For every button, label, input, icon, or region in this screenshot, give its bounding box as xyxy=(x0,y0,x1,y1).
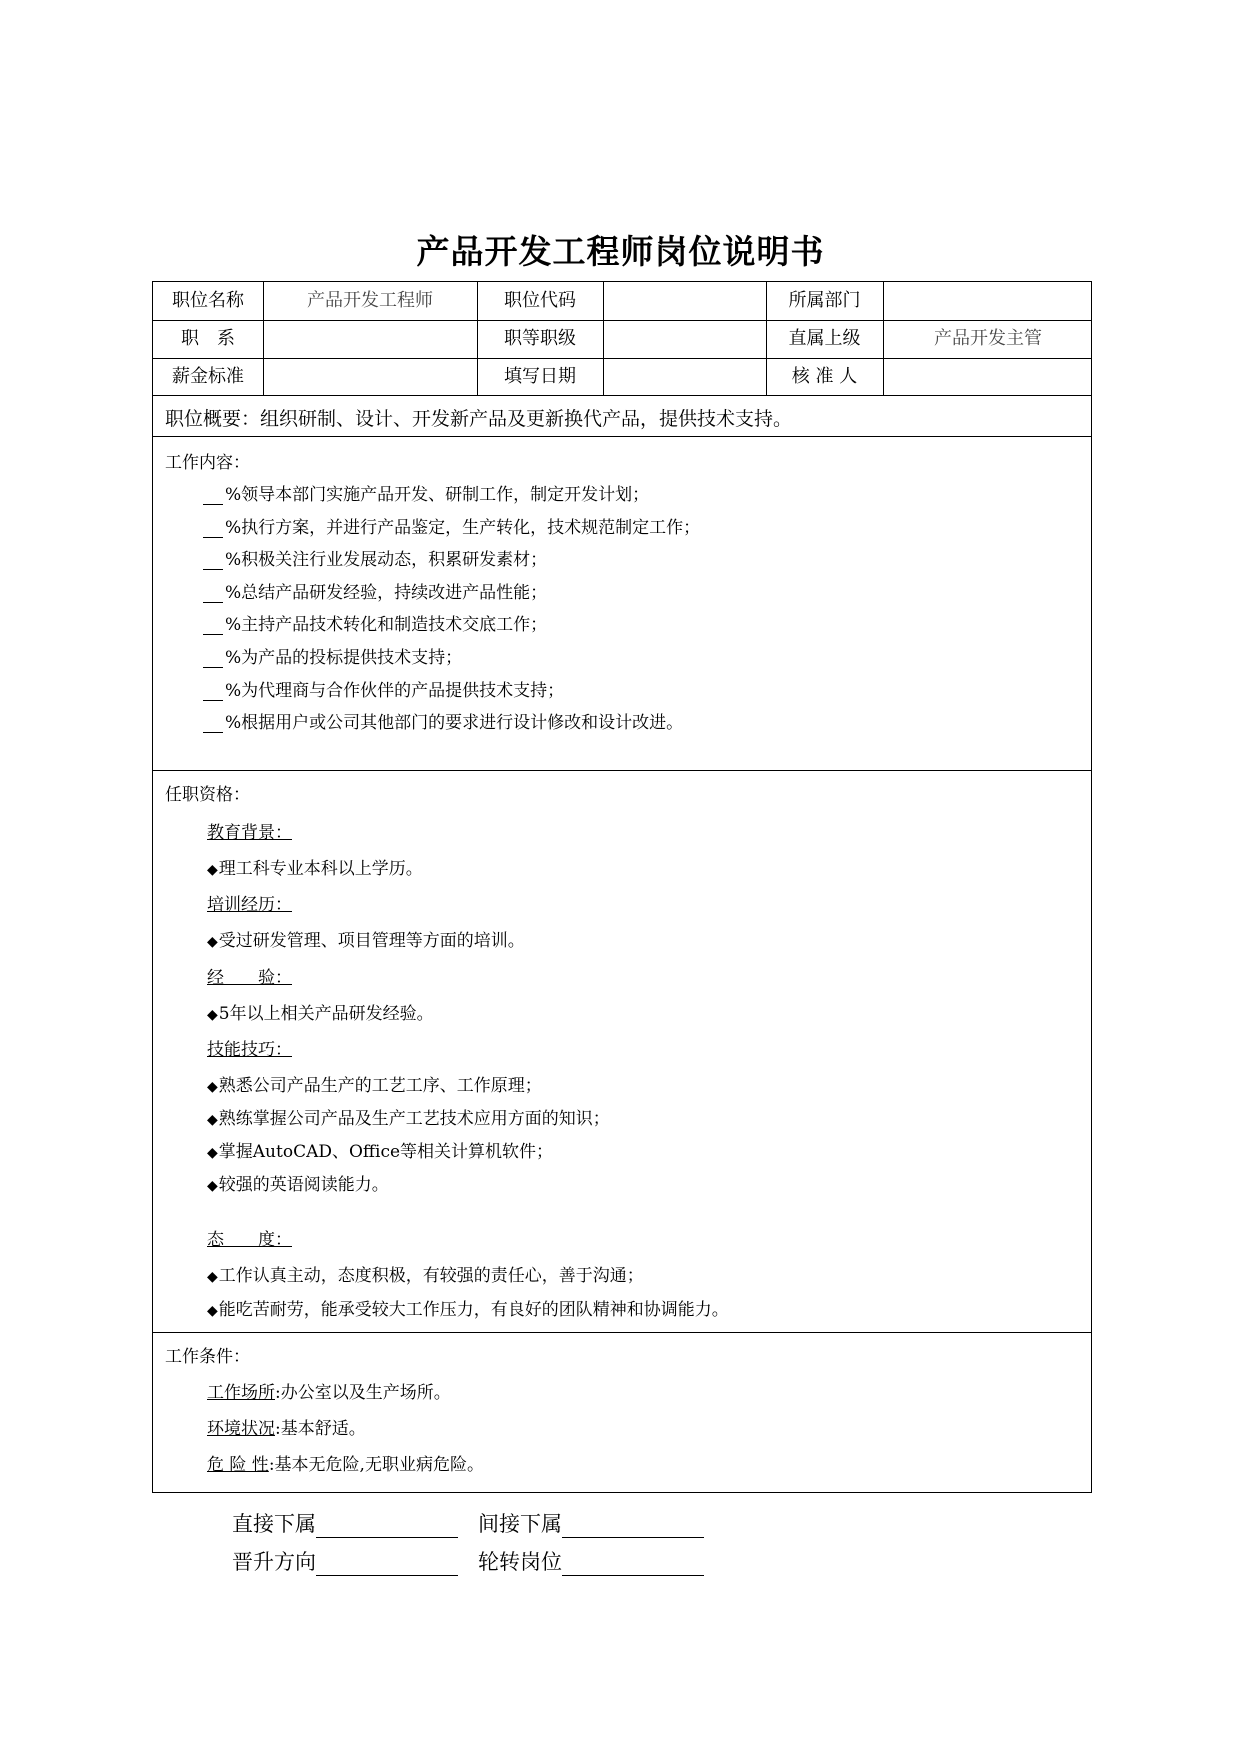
list-item: %主持产品技术转化和制造技术交底工作； xyxy=(203,610,547,635)
environment-label: 环境状况 xyxy=(207,1419,275,1439)
indirect-subordinate-field: 间接下属 xyxy=(478,1508,704,1538)
job-description-table xyxy=(152,281,1092,1493)
value-fill-date xyxy=(603,358,766,396)
value-position-code xyxy=(603,282,766,320)
risk-label: 危 险 性 xyxy=(207,1455,269,1475)
label-position-name: 职位名称 xyxy=(172,290,244,311)
list-item: ◆较强的英语阅读能力。 xyxy=(207,1175,389,1195)
fill-in-blank xyxy=(203,650,223,668)
list-item: %总结产品研发经验，持续改进产品性能； xyxy=(203,578,547,603)
label-supervisor: 直属上级 xyxy=(788,328,861,349)
direct-subordinate-field: 直接下属 xyxy=(232,1508,458,1538)
risk-value: :基本无危险,无职业病危险。 xyxy=(268,1455,484,1475)
overview-label: 职位概要 xyxy=(165,408,242,430)
label-position-code: 职位代码 xyxy=(504,290,576,311)
blank-line xyxy=(316,1555,458,1576)
blank-line xyxy=(562,1517,704,1538)
label-grade: 职等职级 xyxy=(504,328,576,349)
fill-in-blank xyxy=(203,552,223,570)
diamond-bullet-icon: ◆ xyxy=(207,1079,218,1095)
list-item: ◆熟练掌握公司产品及生产工艺技术应用方面的知识； xyxy=(207,1109,610,1129)
conditions-heading: 工作条件： xyxy=(165,1347,250,1367)
diamond-bullet-icon: ◆ xyxy=(207,1112,218,1128)
label-fill-date: 填写日期 xyxy=(504,366,576,387)
diamond-bullet-icon: ◆ xyxy=(207,1269,218,1285)
list-item: %执行方案，并进行产品鉴定，生产转化，技术规范制定工作； xyxy=(203,513,700,538)
fill-in-blank xyxy=(203,520,223,538)
value-department xyxy=(883,282,1093,320)
environment-value: :基本舒适。 xyxy=(275,1419,366,1439)
divider xyxy=(153,436,1091,437)
work-content-heading: 工作内容： xyxy=(165,453,250,473)
workplace-row xyxy=(207,1378,451,1403)
list-item: ◆5年以上相关产品研发经验。 xyxy=(207,1004,434,1024)
page-title: 产品开发工程师岗位说明书 xyxy=(416,232,825,271)
promotion-field: 晋升方向 xyxy=(232,1546,458,1576)
diamond-bullet-icon: ◆ xyxy=(207,862,218,878)
blank-line xyxy=(562,1555,704,1576)
value-approver xyxy=(883,358,1093,396)
diamond-bullet-icon: ◆ xyxy=(207,1145,218,1161)
list-item: %积极关注行业发展动态，积累研发素材； xyxy=(203,545,547,570)
list-item: %为产品的投标提供技术支持； xyxy=(203,643,462,668)
label-department: 所属部门 xyxy=(788,290,861,311)
list-item: ◆理工科专业本科以上学历。 xyxy=(207,859,423,879)
qualifications-heading: 任职资格： xyxy=(165,785,250,805)
label-approver: 核 准 人 xyxy=(791,366,858,387)
list-item: ◆掌握AutoCAD、Office等相关计算机软件； xyxy=(207,1142,554,1162)
fill-in-blank xyxy=(203,487,223,505)
list-item: ◆能吃苦耐劳，能承受较大工作压力，有良好的团队精神和协调能力。 xyxy=(207,1300,729,1320)
list-item: %为代理商与合作伙伴的产品提供技术支持； xyxy=(203,676,564,701)
divider xyxy=(153,770,1091,771)
fill-in-blank xyxy=(203,715,223,733)
environment-row xyxy=(207,1414,366,1439)
training-label: 培训经历： xyxy=(207,895,292,915)
experience-label: 经 验： xyxy=(207,968,292,988)
value-job-family xyxy=(263,320,477,358)
value-grade xyxy=(603,320,766,358)
list-item: %根据用户或公司其他部门的要求进行设计修改和设计改进。 xyxy=(203,708,683,733)
fill-in-blank xyxy=(203,617,223,635)
blank-line xyxy=(316,1517,458,1538)
overview-text: ：组织研制、设计、开发新产品及更新换代产品，提供技术支持。 xyxy=(241,408,793,430)
divider xyxy=(153,1332,1091,1333)
diamond-bullet-icon: ◆ xyxy=(207,1303,218,1319)
skills-label: 技能技巧： xyxy=(207,1040,292,1060)
value-supervisor: 产品开发主管 xyxy=(934,328,1042,349)
label-job-family: 职 系 xyxy=(181,328,235,349)
diamond-bullet-icon: ◆ xyxy=(207,1178,218,1194)
fill-in-blank xyxy=(203,585,223,603)
list-item: ◆受过研发管理、项目管理等方面的培训。 xyxy=(207,931,525,951)
diamond-bullet-icon: ◆ xyxy=(207,934,218,950)
rotation-field: 轮转岗位 xyxy=(478,1546,704,1576)
workplace-label: 工作场所 xyxy=(207,1383,275,1403)
risk-row xyxy=(207,1450,484,1475)
list-item: %领导本部门实施产品开发、研制工作，制定开发计划； xyxy=(203,480,649,505)
label-salary: 薪金标准 xyxy=(172,366,244,387)
attitude-label: 态 度： xyxy=(207,1230,292,1250)
workplace-value: :办公室以及生产场所。 xyxy=(275,1383,451,1403)
position-overview xyxy=(165,404,792,431)
diamond-bullet-icon: ◆ xyxy=(207,1007,218,1023)
list-item: ◆工作认真主动，态度积极，有较强的责任心，善于沟通； xyxy=(207,1266,644,1286)
value-salary xyxy=(263,358,477,396)
list-item: ◆熟悉公司产品生产的工艺工序、工作原理； xyxy=(207,1076,542,1096)
value-position-name: 产品开发工程师 xyxy=(307,290,433,311)
education-label: 教育背景： xyxy=(207,823,292,843)
fill-in-blank xyxy=(203,683,223,701)
